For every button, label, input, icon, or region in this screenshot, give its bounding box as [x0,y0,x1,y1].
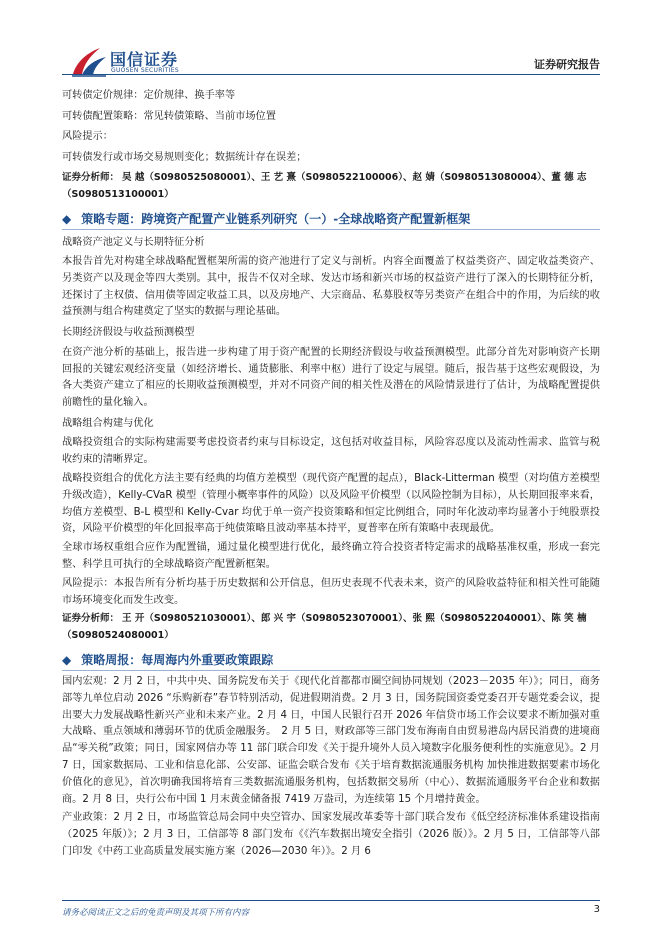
analyst-block [62,170,600,204]
section-title-text: 策略周报：每周海内外重要政策跟踪 [81,653,274,668]
paragraph: 战略投资组合的优化方法主要有经典的均值方差模型（现代资产配置的起点），Black-Litterman 模型（对均值方差模型升级改造），Kelly-CVaR 模型（管理小概率事件的风险）以及风险平价模型（以风险控制为目标），从长期回报率来看，均值方差模型、B-L 模型和 Kelly-Cvar 均优于单一资产投资策略和恒定比例组合，同时年化波动率均显著小于纯股票投资，风险平价模型的年化回报率高于纯债策略且波动率基本持平，夏普率在所有策略中表现最优。 [62,473,600,535]
diamond-bullet-icon: ◆ [62,211,72,226]
page-content [62,86,600,863]
paragraph: 风险提示：本报告所有分析均基于历史数据和公开信息，但历史表现不代表未来，资产的风险收益特征和相关性可能随市场环境变化而发生改变。 [62,577,600,606]
guosen-logo-icon [70,44,108,78]
intro-line: 可转债发行或市场交易规则变化；数据统计存在误差； [62,151,307,163]
analyst-names: 吴 越（S0980525080001）、王 艺 熹（S0980522100006）、赵 婧（S0980513080004）、董 德 志（S0980513100001） [62,172,587,200]
paragraph: 战略投资组合的实际构建需要考虑投资者约束与目标设定，这包括对收益目标，风险容忍度以及流动性需求、监管与税收约束的清晰界定。 [62,437,600,466]
paragraph: 产业政策：2 月 2 日，市场监管总局会同中央空管办、国家发展改革委等十部门联合发布《低空经济标准体系建设指南（2025 年版）》；2 月 3 日，工信部等 8 部门发布《《汽车数据出境安全指引（2026 版）》。2 月 5 日，工信部等八部门印发《中药工业高质量发展实施方案（2026—2030 年）》。2 月 6 [62,812,600,857]
section-title-text: 策略专题：跨境资产配置产业链系列研究（一）-全球战略资产配置新框架 [81,211,471,226]
header-divider [62,74,600,75]
paragraph: 在资产池分析的基础上，报告进一步构建了用于资产配置的长期经济假设与收益预测模型。此部分首先对影响资产长期回报的关键宏观经济变量（如经济增长、通货膨胀、利率中枢）进行了设定与展望。随后，报告基于这些宏观假设，为各大类资产建立了相应的长期收益预测模型，并对不同资产间的相关性及潜在的风险情景进行了估计，为战略配置提供前瞻性的量化输入。 [62,346,600,409]
section-title [62,208,600,230]
report-type-label: 证券研究报告 [534,58,600,71]
subheading: 战略资产池定义与长期特征分析 [62,236,205,248]
intro-line: 可转债定价规律：定价规律、换手率等 [62,90,236,101]
analyst-label: 证券分析师： [62,172,120,183]
page-number: 3 [593,904,600,915]
subheading: 长期经济假设与收益预测模型 [62,327,195,339]
analyst-label: 证券分析师： [62,613,120,625]
logo-chinese-name: 国信证券 [110,50,179,69]
paragraph: 本报告首先对构建全球战略配置框架所需的资产池进行了定义与剖析。内容全面覆盖了权益类资产、固定收益类资产、另类资产以及现金等四大类别。其中，报告不仅对全球、发达市场和新兴市场的权益资产进行了深入的长期特征分析，还探讨了主权债、信用债等固定收益工具，以及房地产、大宗商品、私募股权等另类资产在组合中的作用，为后续的收益预测与组合构建奠定了坚实的数据与理论基础。 [62,256,600,318]
logo-english-name: GUOSEN SECURITIES [111,67,180,74]
page-header [0,0,662,80]
paragraph: 国内宏观：2 月 2 日，中共中央、国务院发布关于《现代化首都都市圈空间协同规划（2023－2035 年）》；同日，商务部等九单位启动 2026 “乐购新春”春节特别活动，促进假期消费。2 月 3 日，国务院国资委党委召开专题党委会议，提出要大力发展战略性新兴产业和未来产业。2 月 4 日，中国人民银行召开 2026 年信贷市场工作会议要求不断加强对重大战略、重点领域和薄弱环节的优质金融服务。 2 月 5 日，财政部等三部门发布海南自由贸易港岛内居民消费的进境商品“零关税”政策；同日，国家网信办等 11 部门联合印发《关于提升境外人员入境数字化服务便利性的实施意见》。2 月 7 日，国家数据局、工业和信息化部、公安部、证监会联合发布《关于培育数据流通服务机构 加快推进数据要素市场化价值化的意见》，首次明确我国将培育三类数据流通服务机构，包括数据交易所（中心）、数据流通服务平台企业和数据商。2 月 8 日，央行公布中国 1 月末黄金储备报 7419 万盎司，为连续第 15 个月增持黄金。 [62,676,600,805]
footer-disclaimer: 请务必阅读正文之后的免责声明及其项下所有内容 [62,908,250,918]
paragraph: 全球市场权重组合应作为配置锚，通过量化模型进行优化，最终确立符合投资者特定需求的战略基准权重，形成一套完整、科学且可执行的全球战略资产配置新框架。 [62,542,600,571]
analyst-block [62,611,600,645]
analyst-names: 王 开（S0980521030001）、郎 兴 宇（S0980523070001）、张 熙（S0980522040001）、陈 笑 楠（S0980524080001） [62,613,587,642]
intro-line: 可转债配置策略：常见转债策略、当前市场位置 [62,110,276,122]
intro-line: 风险提示： [62,131,113,142]
diamond-bullet-icon: ◆ [62,653,72,668]
footer-divider [62,900,600,901]
subheading: 战略组合构建与优化 [62,417,154,429]
section-title [62,649,600,671]
